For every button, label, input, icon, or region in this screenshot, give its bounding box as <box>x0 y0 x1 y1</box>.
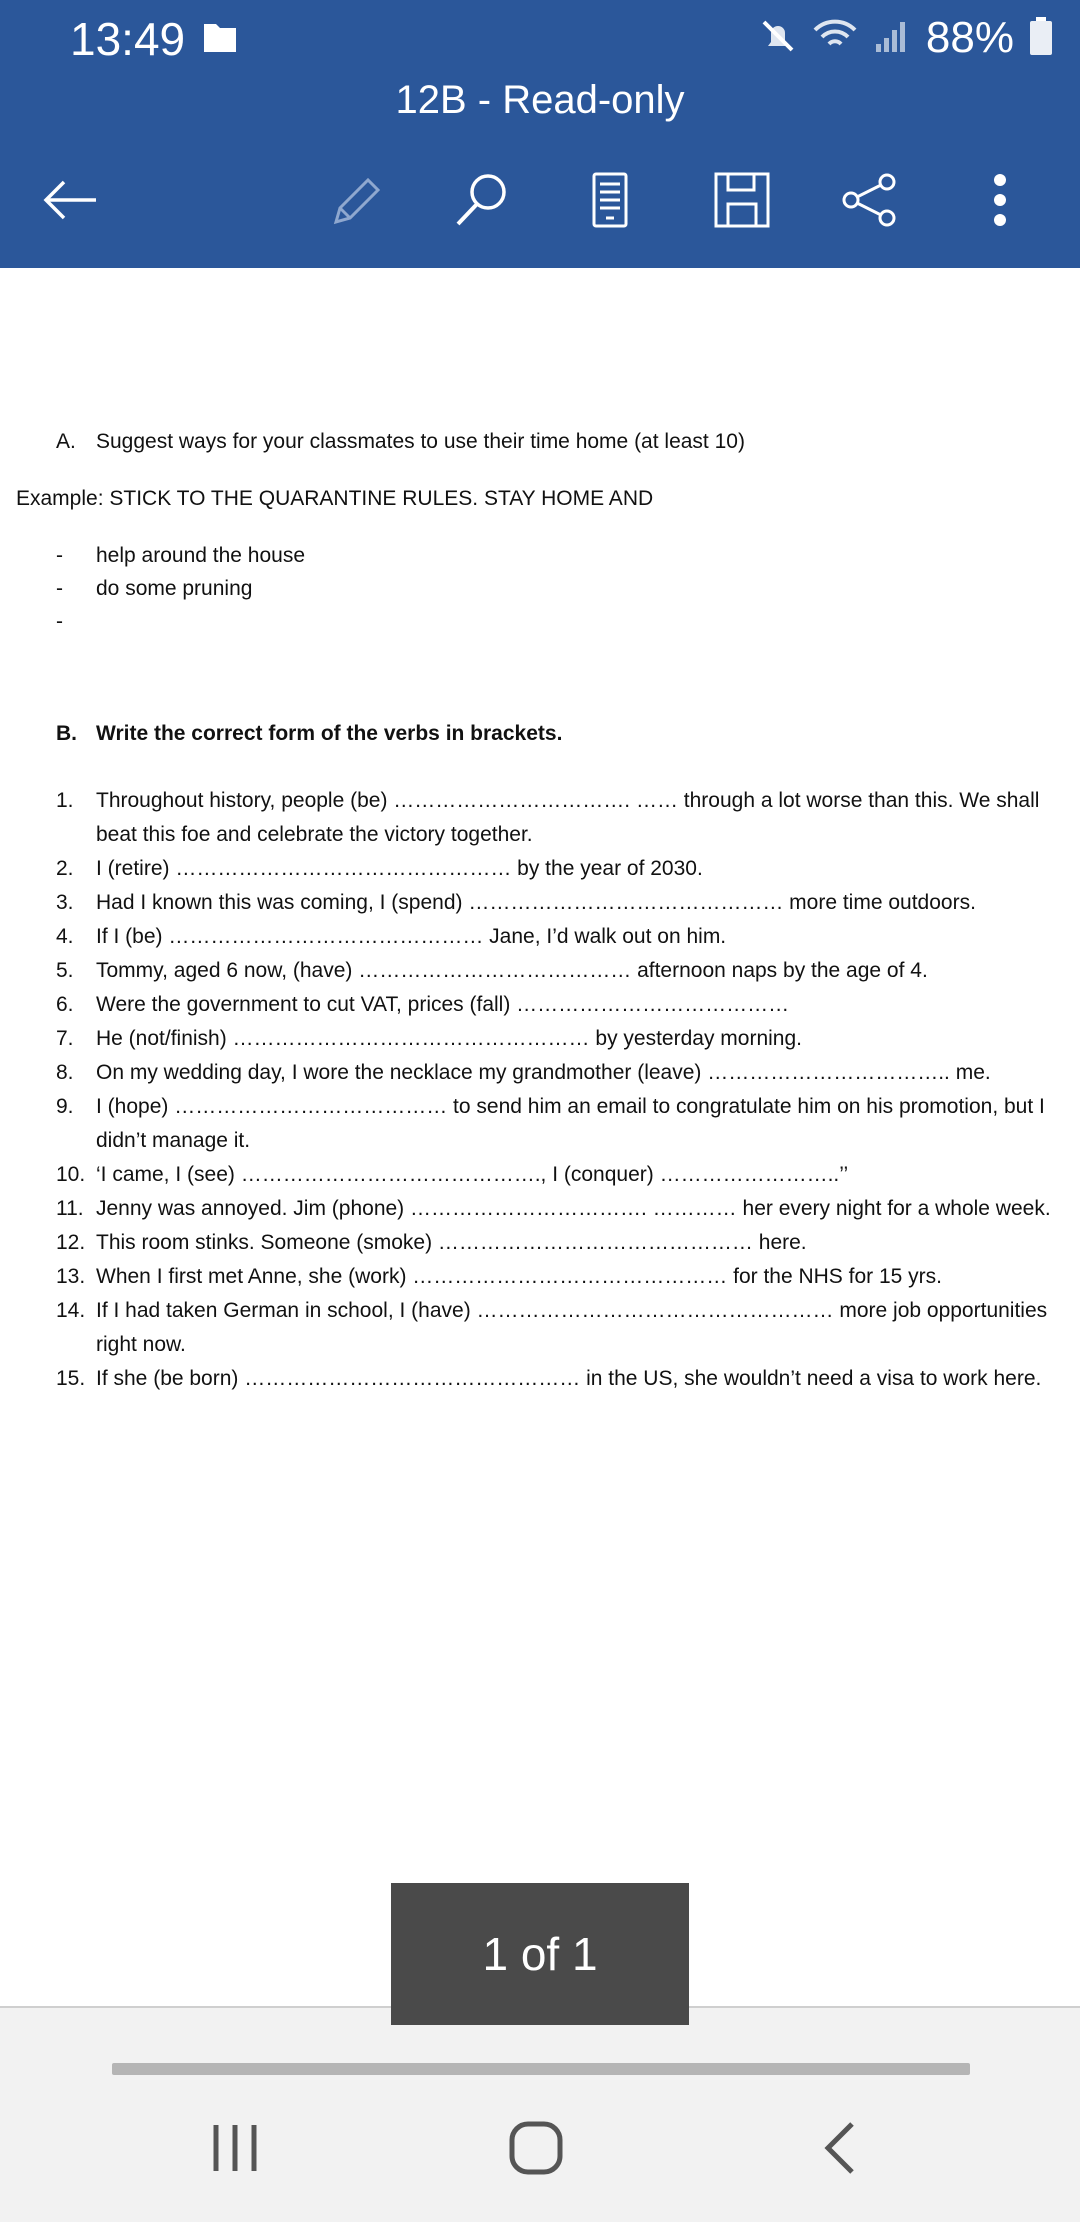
status-right <box>758 8 1054 68</box>
item-text: I (retire) ………………………………………… by the year of 2030. <box>96 857 703 880</box>
example-line: Example: STICK TO THE QUARANTINE RULES. STAY HOME AND <box>16 487 654 510</box>
chevron-left-icon <box>820 2120 860 2176</box>
status-bar <box>0 0 1080 76</box>
section-a-heading: Suggest ways for your classmates to use their time home (at least 10) <box>96 430 745 453</box>
document-title: 12B - Read-only <box>395 78 685 122</box>
bullet-item: help around the house <box>96 544 306 567</box>
section-b-letter: B. <box>56 722 77 745</box>
reading-view-icon <box>578 168 642 232</box>
bottom-bar <box>0 2006 1080 2222</box>
search-button[interactable] <box>442 160 522 240</box>
item-number: 13. <box>56 1265 86 1288</box>
back-nav-button[interactable] <box>800 2118 880 2178</box>
item-number: 6. <box>56 993 74 1016</box>
item-text: This room stinks. Someone (smoke) ……………………………………… here. <box>96 1231 807 1254</box>
bullet-dash: - <box>56 544 63 567</box>
item-number: 8. <box>56 1061 74 1084</box>
item-text: If I (be) ……………………………………… Jane, I’d walk out on him. <box>96 925 727 948</box>
reading-view-button[interactable] <box>570 160 650 240</box>
folder-icon <box>202 20 238 54</box>
item-text: beat this foe and celebrate the victory together. <box>96 823 533 846</box>
item-text: ‘I came, I (see) ……………………………………., I (conquer) ……………………..’’ <box>96 1163 849 1186</box>
battery-level: 88% <box>925 13 1014 62</box>
item-number: 10. <box>56 1163 86 1186</box>
item-text: right now. <box>96 1333 186 1356</box>
share-button[interactable] <box>829 160 909 240</box>
app-header <box>0 0 1080 268</box>
search-icon <box>450 168 514 232</box>
item-text: When I first met Anne, she (work) ……………………………………… for the NHS for 15 yrs. <box>96 1265 943 1288</box>
item-number: 4. <box>56 925 74 948</box>
recent-apps-button[interactable] <box>195 2118 275 2178</box>
page-indicator: 1 of 1 <box>391 1883 689 2025</box>
horizontal-scrollbar[interactable] <box>112 2063 970 2075</box>
item-text: Had I known this was coming, I (spend) ……………………………………… more time outdoors. <box>96 891 976 914</box>
home-button[interactable] <box>496 2118 576 2178</box>
bullet-dash: - <box>56 577 63 600</box>
bullet-item: do some pruning <box>96 577 253 600</box>
back-arrow-icon <box>38 168 102 232</box>
item-text: He (not/finish) …………………………………………… by yesterday morning. <box>96 1027 802 1050</box>
home-icon <box>506 2118 566 2178</box>
save-icon <box>710 168 774 232</box>
signal-icon <box>872 16 912 61</box>
item-text: Tommy, aged 6 now, (have) ………………………………… afternoon naps by the age of 4. <box>96 959 928 982</box>
bullet-dash: - <box>56 610 63 633</box>
item-text: Throughout history, people (be) ……………………………. …… through a lot worse than this. We shall <box>96 789 1040 812</box>
status-time: 13:49 <box>70 13 186 65</box>
document-page[interactable] <box>0 268 1080 2008</box>
item-number: 5. <box>56 959 74 982</box>
item-number: 2. <box>56 857 74 880</box>
item-text: Jenny was annoyed. Jim (phone) ……………………………. ………… her every night for a whole week. <box>96 1197 1051 1220</box>
back-button[interactable] <box>30 160 110 240</box>
item-number: 12. <box>56 1231 86 1254</box>
item-text: If I had taken German in school, I (have) …………………………………………… more job opportunities <box>96 1299 1048 1322</box>
item-number: 11. <box>56 1197 84 1220</box>
item-number: 7. <box>56 1027 74 1050</box>
pencil-icon <box>322 168 386 232</box>
more-vertical-icon <box>968 168 1032 232</box>
item-text: If she (be born) ………………………………………… in the US, she wouldn’t need a visa to work here. <box>96 1367 1042 1390</box>
item-number: 3. <box>56 891 74 914</box>
save-button[interactable] <box>702 160 782 240</box>
edit-button[interactable] <box>314 160 394 240</box>
item-number: 14. <box>56 1299 86 1322</box>
battery-icon <box>1028 16 1054 61</box>
item-number: 15. <box>56 1367 86 1390</box>
item-text: Were the government to cut VAT, prices (fall) ………………………………… <box>96 993 790 1016</box>
more-options-button[interactable] <box>960 160 1040 240</box>
recent-apps-icon <box>210 2121 260 2175</box>
section-b-heading: Write the correct form of the verbs in brackets. <box>96 722 563 745</box>
share-icon <box>837 168 901 232</box>
item-number: 1. <box>56 789 74 812</box>
wifi-icon <box>812 16 858 61</box>
section-a-letter: A. <box>56 430 76 453</box>
mute-icon <box>758 16 798 61</box>
item-text: I (hope) ………………………………… to send him an email to congratulate him on his promotion, but I <box>96 1095 1045 1118</box>
item-text: On my wedding day, I wore the necklace my grandmother (leave) …………………………….. me. <box>96 1061 991 1084</box>
item-text: didn’t manage it. <box>96 1129 251 1152</box>
item-number: 9. <box>56 1095 74 1118</box>
